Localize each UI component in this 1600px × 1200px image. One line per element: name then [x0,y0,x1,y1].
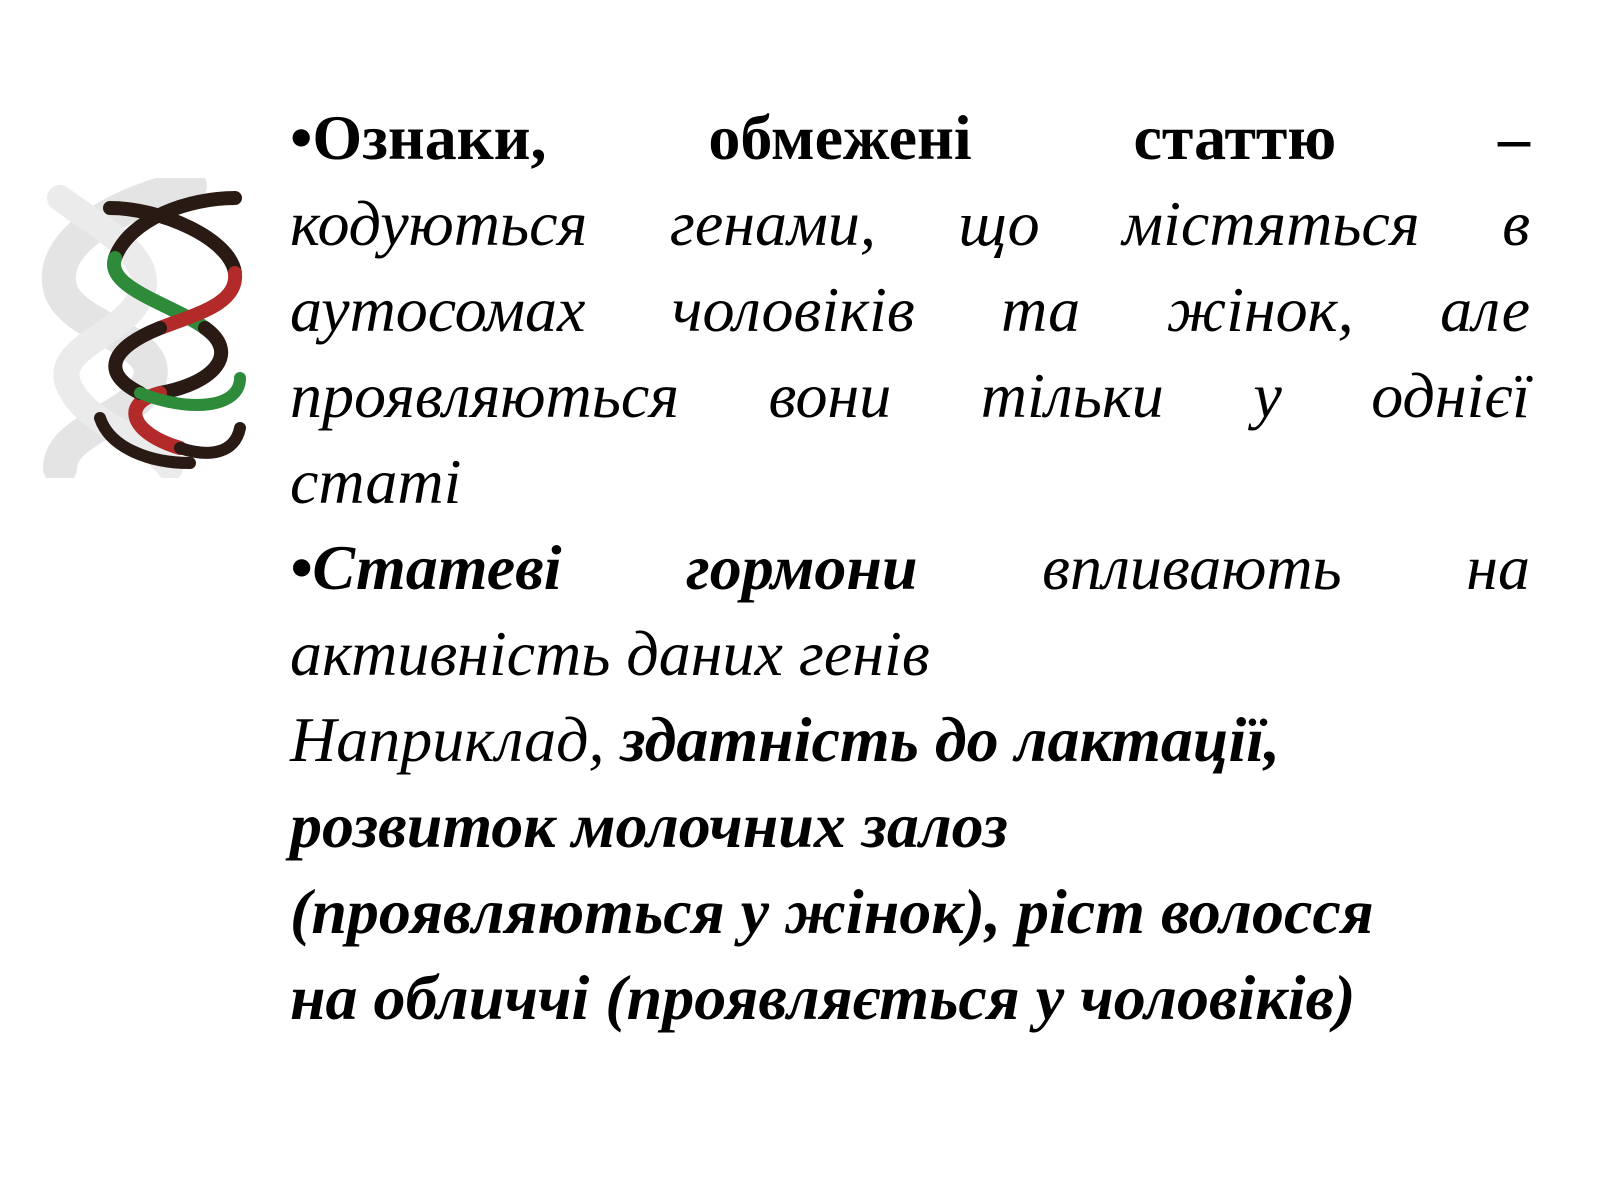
example-line-four: на обличчі (проявляється у чоловіків) [290,962,1356,1033]
word: у [1253,360,1282,431]
bullet-two-line-two: активність даних генів [290,618,930,689]
word: обмежені [708,102,972,173]
example-line-two: розвиток молочних залоз [290,790,1008,861]
word: •Ознаки, [290,102,547,173]
word: впливають [1042,532,1342,603]
bullet-one [290,95,1530,525]
example-line-one [290,697,1530,783]
word: але [1440,274,1530,345]
word: чоловіків [671,274,915,345]
word: що [958,188,1040,259]
bullet-one-line-five: статі [290,446,462,517]
dna-helix-image [40,178,255,478]
word: кодуються [290,188,588,259]
bullet-two [290,525,1530,697]
slide-text [290,95,1530,1041]
word: гормони [686,532,918,603]
word: однієї [1371,360,1531,431]
word: статтю [1133,102,1337,173]
bullet-one-line-two [290,181,1530,267]
example-intro: Наприклад, [290,704,621,775]
word: •Статеві [290,532,562,603]
word: та [1001,274,1081,345]
bullet-two-line-one [290,525,1530,611]
example-line-three: (проявляються у жінок), ріст волосся [290,876,1374,947]
word: проявляються [290,360,679,431]
bullet-one-line-three [290,267,1530,353]
word: вони [768,360,892,431]
word: тільки [980,360,1164,431]
bullet-one-line-four [290,353,1530,439]
word: в [1502,188,1531,259]
example-lactation: здатність до лактації, [620,704,1281,775]
word: на [1466,532,1531,603]
word: жінок, [1166,274,1354,345]
word: генами, [669,188,876,259]
word: містяться [1122,188,1420,259]
example-block [290,697,1530,1041]
word: – [1498,102,1531,173]
word: аутосомах [290,274,586,345]
bullet-one-heading [290,95,1530,181]
